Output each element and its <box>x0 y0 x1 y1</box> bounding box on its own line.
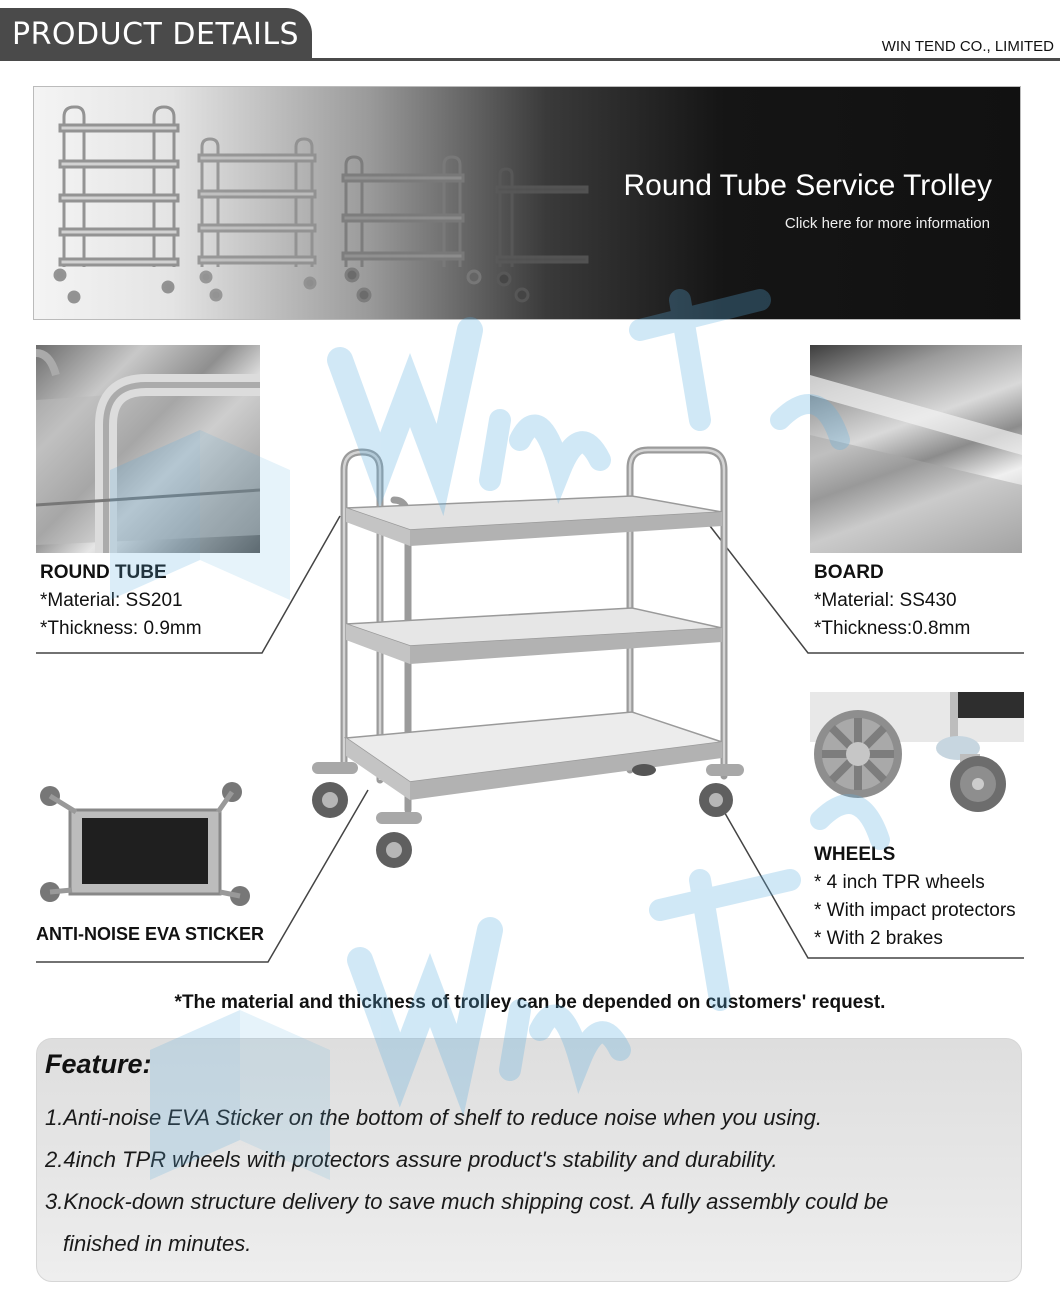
board-caption <box>814 562 970 640</box>
round-tube-title: ROUND TUBE <box>40 562 167 583</box>
feature-item: 2.4inch TPR wheels with protectors assure product's stability and durability. <box>45 1147 778 1172</box>
round-tube-thickness: *Thickness: 0.9mm <box>40 618 202 639</box>
round-tube-caption <box>40 562 202 640</box>
round-tube-material: *Material: SS201 <box>40 590 183 611</box>
wheels-brakes: * With 2 brakes <box>814 928 943 949</box>
board-material: *Material: SS430 <box>814 590 957 611</box>
feature-box <box>36 1038 1022 1282</box>
customization-note: *The material and thickness of trolley can be depended on customers' request. <box>174 992 886 1013</box>
feature-item: 1.Anti-noise EVA Sticker on the bottom of shelf to reduce noise when you using. <box>45 1105 822 1130</box>
sticker-caption <box>36 924 264 945</box>
sticker-title: ANTI-NOISE EVA STICKER <box>36 924 265 944</box>
company-name: WIN TEND CO., LIMITED <box>881 38 1054 55</box>
more-info-link[interactable]: Click here for more information <box>784 215 990 232</box>
board-title: BOARD <box>814 562 884 583</box>
board-thickness: *Thickness:0.8mm <box>814 618 971 639</box>
feature-title: Feature: <box>45 1049 152 1079</box>
wheels-title: WHEELS <box>814 844 896 865</box>
banner-title: Round Tube Service Trolley <box>623 169 992 202</box>
feature-item-continuation: finished in minutes. <box>63 1231 252 1256</box>
page-title: PRODUCT DETAILS <box>12 17 300 52</box>
wheels-size: * 4 inch TPR wheels <box>814 872 985 893</box>
feature-item: 3.Knock-down structure delivery to save much shipping cost. A fully assembly could be <box>45 1189 889 1214</box>
wheels-protectors: * With impact protectors <box>814 900 1016 921</box>
wheels-caption <box>814 844 1016 950</box>
